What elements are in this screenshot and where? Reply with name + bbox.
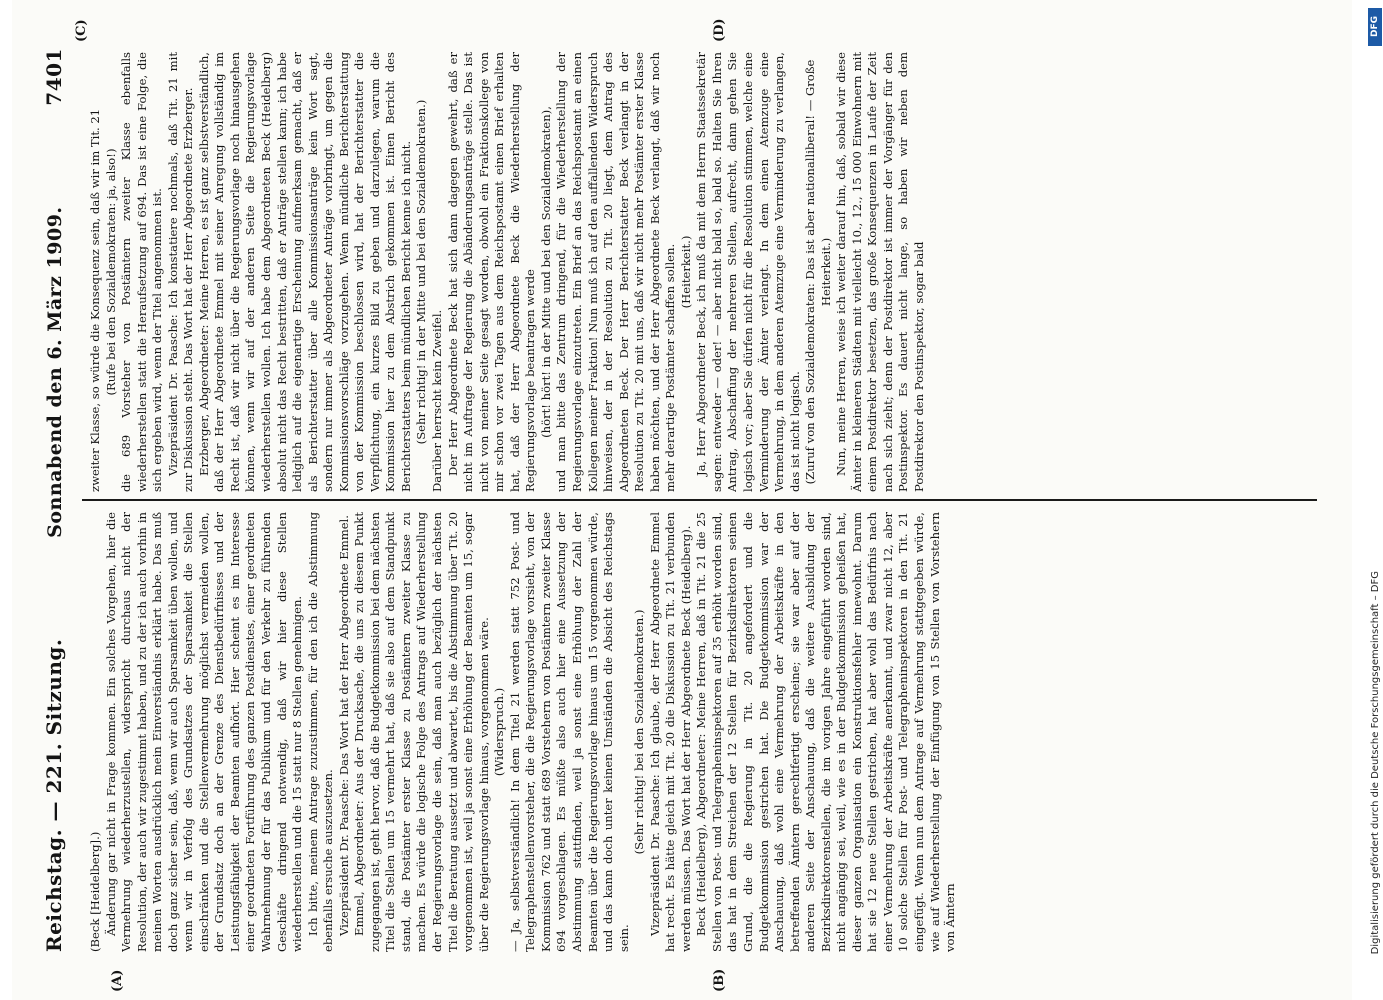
paragraph: Erzberger, Abgeordneter: Meine Herren, es ist ganz selbstverständlich, daß der Herr Abgeordnete Emmel mit seiner Anregung vollständig im Recht ist, daß wir nicht über die Regierungsvorlage noch hinausgehen können, wenn wir auf der anderen Seite die Regierungsvorlage wiederherstellen wollen. Ich habe dem Abgeordneten Beck (Heidelberg) absolut nicht das Recht bestritten, daß er Anträge stellen kann; ich habe lediglich auf die eigenartige Erscheinung aufmerksam gemacht, daß er als Berichterstatter über alle Kommissionsanträge kein Wort sagt, sondern nur immer als Abgeordneter Anträge vorbringt, um gegen die Kommissionsvorschläge vorzugehen. Wenn mündliche Berichterstattung von der Kommission beschlossen wird, hat der Berichterstatter die Verpflichtung, ein kurzes Bild zu geben und darzulegen, warum die Kommission hier zu dem Abstrich gekommen ist. Einen Bericht des Berichterstatters beim mündlichen Bericht kenne ich nicht.: [196, 52, 413, 492]
interjection: (hört! hört! in der Mitte und bei den Sozialdemokraten),: [538, 106, 553, 438]
paragraph: Nun, meine Herren, weise ich weiter darauf hin, daß, sobald wir diese Ämter in kleineren Städten mit vielleicht 10., 12., 15 000 Einwohnern mit einem Postdirektor besetzen, das große Konsequenzen in Laufe der Zeit nach sich zieht; denn der Postdirektor ist immer der Vorgänger für den Postinspektor. Es dauert nicht lange, so haben wir neben dem Postdirektor den Postinspektor, sogar bald: [834, 52, 926, 492]
paragraph: Darüber herrscht kein Zweifel.: [430, 309, 445, 492]
right-text-column: [88, 52, 1310, 492]
paragraph: Ja, Herr Abgeordneter Beck, ich muß da mit dem Herrn Staatssekretär sagen: entweder — oder! — aber nicht bald so, bald so. Halten Sie Ihren Antrag, Abschaffung der mehreren Stellen, aufrecht, dann gehen Sie logisch vor; aber Sie dürfen nicht für die Resolution stimmen, welche eine Verminderung der Ämter verlangt. In dem einen Atemzuge eine Vermehrung, in dem anderen Atemzuge eine Verminderung zu verlangen, das ist nicht logisch.: [694, 52, 802, 492]
header-date: Sonnabend den 6. März 1909.: [44, 206, 66, 538]
paragraph: die 689 Vorsteher von Postämtern zweiter Klasse ebenfalls wiederherstellen statt die Heraufsetzung auf 694. Das ist eine Folge, die sich ergeben wird, wenn der Titel angenommen ist.: [119, 52, 165, 492]
paragraph: — Ja, selbstverständlich! In dem Titel 21 werden statt 752 Post- und Telegraphenstellenvorsteher, die die Regierungsvorlage vorsieht, von der Kommission 762 und statt 689 Vorstehern von Postämtern zweiter Klasse 694 vorgeschlagen. Es müßte also auch hier eine Aussetzung der Abstimmung stattfinden, weil ja sonst eine Erhöhung der Zahl der Beamten über die Regierungsvorlage hinaus um 15 vorgenommen würde, und das kann doch unter keinen Umständen die Absicht des Reichstags sein.: [507, 512, 631, 952]
interjection: (Sehr richtig! in der Mitte und bei den Sozialdemokraten.): [414, 99, 429, 445]
margin-marker-a: (A): [110, 969, 125, 992]
paragraph: Vizepräsident Dr. Paasche: Ich konstatiere nochmals, daß Tit. 21 mit zur Diskussion steht. Das Wort hat der Herr Abgeordnete Erzberger.: [165, 52, 196, 492]
paragraph: und man bitte das Zentrum dringend, für die Wiederherstellung der Regierungsvorlage einzutreten. Ein Brief an das Reichspostamt an einen Kollegen meiner Fraktion! Nun muß ich auf den auffallenden Widerspruch hinweisen, der in der Resolution zu Tit. 20 liegt, dem Antrag des Abgeordneten Beck. Der Herr Berichterstatter Beck verlangt in der Resolution zu Tit. 20 mit uns, daß wir nicht mehr Postämter erster Klasse haben möchten, und der Herr Abgeordnete Beck verlangt, daß wir noch mehr derartige Postämter schaffen sollen.: [554, 52, 678, 492]
margin-marker-d: (D): [712, 18, 727, 42]
interjection: (Heiterkeit.): [678, 235, 693, 309]
paragraph: Vizepräsident Dr. Paasche: Ich glaube, der Herr Abgeordnete Emmel hat recht. Es hätte gleich mit Tit. 20 die Diskussion zu Tit. 21 verbunden werden müssen. Das Wort hat der Herr Abgeordnete Beck (Heidelberg).: [647, 512, 693, 952]
margin-marker-c: (C): [74, 19, 89, 42]
paragraph: Der Herr Abgeordnete Beck hat sich dann dagegen gewehrt, daß er nicht im Auftrage der Regierung die Abänderungsanträge stelle. Das ist nicht von meiner Seite gesagt worden, obwohl ein Fraktionskollege von mir schon vor zwei Tagen aus dem Reichspostamt einen Brief erhalten hat, daß der Herr Abgeordnete Beck die Wiederherstellung der Regierungsvorlage beantragen werde: [445, 52, 538, 492]
page-number: 7401: [42, 48, 66, 106]
paragraph: Vizepräsident Dr. Paasche: Das Wort hat der Herr Abgeordnete Emmel.: [336, 515, 351, 936]
header-session: Reichstag. — 221. Sitzung.: [42, 638, 66, 952]
column-divider: [82, 499, 1317, 501]
page-header: [26, 48, 66, 952]
paragraph: Änderung gar nicht in Frage kommen. Ein solches Vorgehen, hier die Vermehrung wiederherzustellen, widerspricht durchaus nicht der Resolution, der auch wir zugestimmt haben, und zu der ich auch vorhin in meinen Worten ausdrücklich mein Einverständnis erklärt habe. Das muß doch ganz sicher sein, daß, wenn wir auch Sparsamkeit üben wollen, und wenn wir in Verfolg des Grundsatzes der Sparsamkeit die Stellen einschränken und die Stellenvermehrung möglichst vermeiden wollen, der Grundsatz doch an der Grenze des Dienstbedürfnisses und der Leistungsfähigkeit der Beamten aufhört. Hier scheint es im Interesse einer geordneten Fortführung des ganzen Postdienstes, einer geordneten Wahrnehmung der für das Publikum und für den Verkehr zu führenden Geschäfte dringend notwendig, daß wir hier diese Stellen wiederherstellen und die 15 statt nur 8 Stellen genehmigen.: [103, 512, 305, 952]
interjection: (Rufe bei den Sozialdemokraten: ja, also!): [103, 148, 118, 396]
credit-text: Digitalisierung gefördert durch die Deutsche Forschungsgemeinschaft – DFG: [1369, 570, 1381, 954]
interjection: (Widerspruch.): [492, 687, 507, 777]
paragraph: Ich bitte, meinem Antrage zuzustimmen, für den ich die Abstimmung ebenfalls ersuche auszusetzen.: [305, 512, 336, 952]
margin-marker-b: (B): [712, 968, 727, 992]
interjection: (Sehr richtig! bei den Sozialdemokraten.): [632, 609, 647, 855]
interjection: (Zuruf von den Sozialdemokraten: Das ist aber nationalliberal! — Große Heiterkeit.): [803, 59, 833, 485]
paragraph: (Beck [Heidelberg].): [88, 831, 102, 952]
paragraph: Beck (Heidelberg), Abgeordneter: Meine Herren, daß in Tit. 21 die 25 Stellen von Post- und Telegrapheninspektoren auf 35 erhöht worden sind, das hat in dem Streichen der 12 Stellen für Bezirksdirektoren seinen Grund, die die Regierung in Tit. 20 angefordert und die Budgetkommission gestrichen hat. Die Budgetkommission war der Anschauung, daß wohl eine Vermehrung der Arbeitskräfte in den betreffenden Ämtern gerechtfertigt erscheine; sie war aber auf der anderen Seite der Anschauung, daß die weitere Ausbildung der Bezirksdirektorenstellen, die im vorigen Jahre eingeführt worden sind, nicht angängig sei, weil, wie es in der Budgetkommission geheißen hat, dieser ganzen Organisation ein Konstruktionsfehler innewohnt. Darum hat sie 12 neue Stellen gestrichen, hat aber wohl das Bedürfnis nach einer Vermehrung der Arbeitskräfte anerkannt, und zwar nicht 12, aber 10 solche Stellen für Post- und Telegrapheninspektoren in den Tit. 21 eingefügt. Wenn nun dem Antrage auf Vermehrung stattgegeben würde, wie auf Wiederherstellung der Einfügung von 15 Stellen von Vorstehern von Ämtern: [694, 512, 958, 952]
paragraph: zweiter Klasse, so würde die Konsequenz sein, daß wir im Tit. 21: [88, 108, 102, 492]
left-text-column: [88, 512, 1310, 952]
dfg-logo: [1368, 8, 1382, 46]
rotated-newspaper-page: [12, 0, 1352, 1000]
digitization-credit: [1367, 0, 1383, 984]
dfg-logo-text: DFG: [1370, 16, 1380, 38]
paragraph: Emmel, Abgeordneter: Aus der Drucksache, die uns zu diesem Punkt zugegangen ist, geht hervor, daß die Budgetkommission bei dem nächsten Titel die Stellen um 15 vermehrt hat, daß sie also auf dem Standpunkt stand, die Postämter erster Klasse zu Postämtern zweiter Klasse zu machen. Es würde die logische Folge des Antrags auf Wiederherstellung der Regierungsvorlage die sein, daß man auch bezüglich der nächsten Titel die Beratung aussetzt und abwartet, bis die Abstimmung über Tit. 20 vorgenommen ist, weil ja sonst eine Erhöhung der Beamten um 15, sogar über die Regierungsvorlage hinaus, vorgenommen wäre.: [352, 512, 491, 952]
